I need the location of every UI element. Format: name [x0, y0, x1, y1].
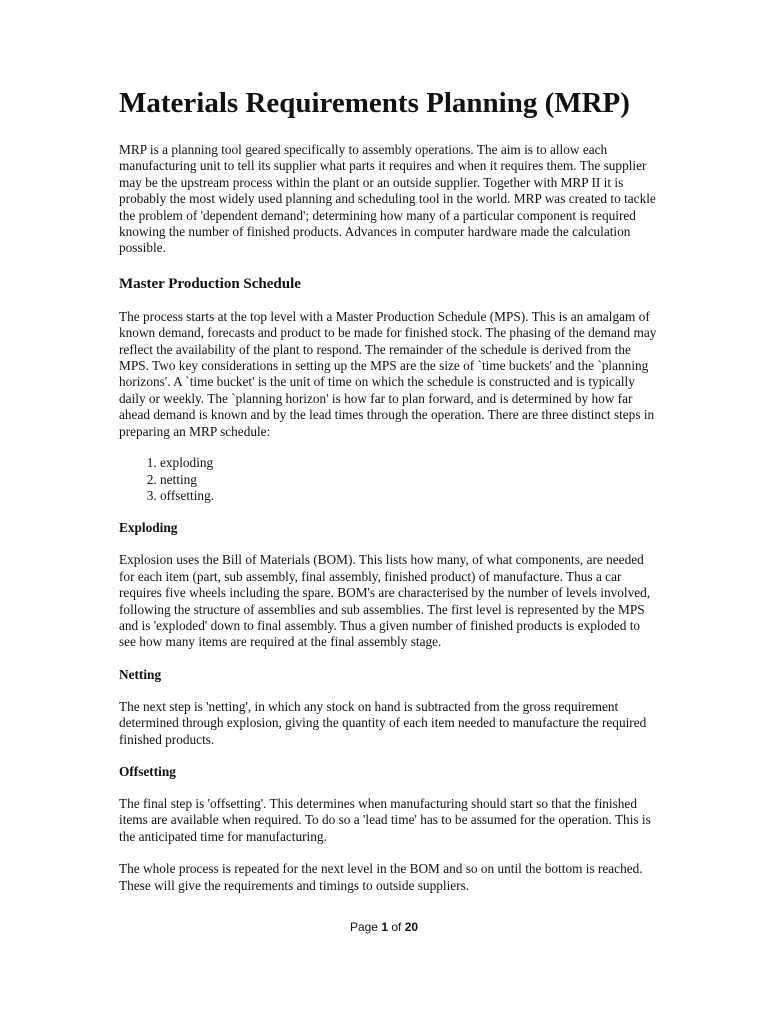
offsetting-paragraph: The final step is 'offsetting'. This determines when manufacturing should start so that the finished items are available when required. To do so a 'lead time' has to be assumed for the operation. This is the anticipated time for manufacturing. — [119, 795, 651, 844]
page-word: Page — [349, 920, 378, 934]
current-page-number: 1 — [381, 920, 388, 934]
list-item: 2. netting — [160, 472, 658, 488]
netting-paragraph: The next step is 'netting', in which any stock on hand is subtracted from the gross requirement determined through explosion, giving the quantity of each item needed to manufacture the required finished products. — [119, 698, 647, 747]
mps-paragraph: The process starts at the top level with a Master Production Schedule (MPS). This is an amalgam of known demand, forecasts and product to be made for finished stock. The phasing of the demand may reflect the availability of the plant to respond. The remainder of the schedule is derived from the MPS. Two key considerations in setting up the MPS are the size of `time buckets' and the `planning horizons'. A `time bucket' is the unit of time on which the schedule is constructed and is typically daily or weekly. The `planning horizon' is how far to plan forward, and is determined by how far ahead demand is known and by the lead times through the operation. There are three distinct steps in preparing an MRP schedule: — [119, 308, 657, 439]
list-item: 3. offsetting. — [160, 488, 658, 504]
exploding-paragraph: Explosion uses the Bill of Materials (BOM). This lists how many, of what components, are needed for each item (part, sub assembly, final assembly, finished product) of manufacture. Thus a car requires five wheels including the spare. BOM's are characterised by the number of levels involved, following the structure of assemblies and sub assemblies. The first level is represented by the MPS and is 'exploded' down to final assembly. Thus a given number of finished products is exploded to see how many items are required at the final assembly stage. — [119, 552, 651, 650]
section-heading-exploding: Exploding — [119, 520, 178, 536]
closing-paragraph: The whole process is repeated for the next level in the BOM and so on until the bottom is reached. These will give the requirements and timings to outside suppliers. — [119, 861, 643, 893]
section-heading-netting: Netting — [119, 666, 162, 682]
section-heading-offsetting: Offsetting — [119, 763, 176, 779]
document-title: Materials Requirements Planning (MRP) — [119, 87, 630, 119]
total-page-count: 20 — [404, 920, 419, 934]
list-item: 1. exploding — [160, 455, 658, 471]
mrp-steps-list — [119, 455, 658, 504]
of-word: of — [391, 920, 402, 934]
intro-paragraph: MRP is a planning tool geared specifically to assembly operations. The aim is to allow each manufacturing unit to tell its supplier what parts it requires and when it requires them. The supplier may be the upstream process within the plant or an outside supplier. Together with MRP II it is probably the most widely used planning and scheduling tool in the world. MRP was created to tackle the problem of 'dependent demand'; determining how many of a particular component is required knowing the number of finished products. Advances in computer hardware made the calculation possible. — [119, 142, 656, 256]
page-footer — [0, 920, 768, 934]
section-heading-mps: Master Production Schedule — [119, 275, 301, 292]
